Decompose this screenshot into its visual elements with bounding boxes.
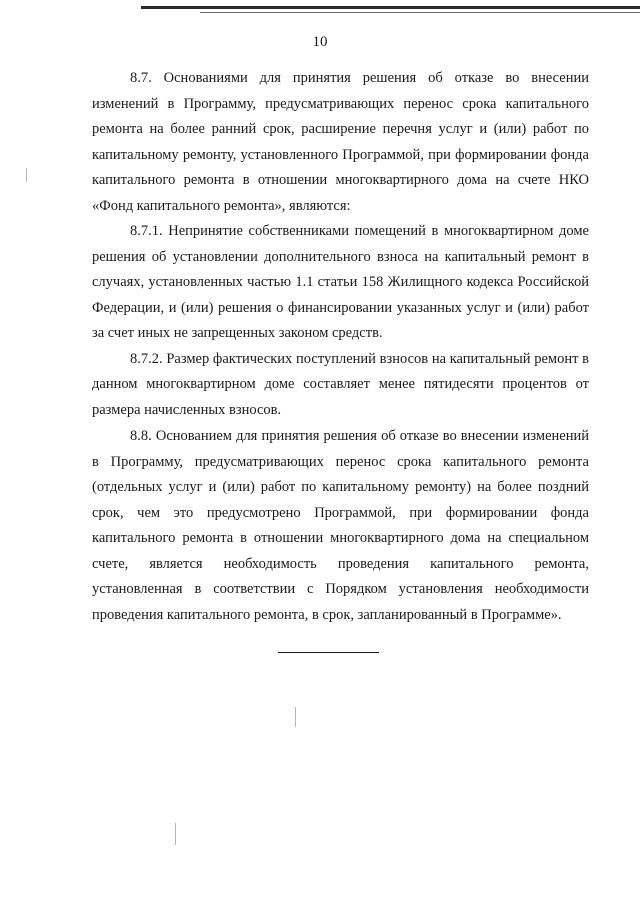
document-body [92,66,589,628]
scan-speck [175,823,176,845]
end-of-text-rule [278,652,379,653]
scan-speck [26,168,27,182]
paragraph-8-8: 8.8. Основанием для принятия решения об отказе во внесении изменений в Программу, предусматривающих перенос срока капитального ремонта (отдельных услуг и (или) работ по капитальному ремонту) на более поздний срок, чем это предусмотрено Программой, при формировании фонда капитального ремонта в отношении многоквартирного дома на специальном счете, является необходимость проведения капитального ремонта, установленная в соответствии с Порядком установления необходимости проведения капитального ремонта, в срок, запланированный в Программе». [92,428,589,623]
page-number: 10 [312,34,328,50]
paragraph-8-7: 8.7. Основаниями для принятия решения об отказе во внесении изменений в Программу, предусматривающих перенос срока капитального ремонта на более ранний срок, расширение перечня услуг и (или) работ по капитальному ремонту, установленного Программой, при формировании фонда капитального ремонта в отношении многоквартирного дома на счете НКО «Фонд капитального ремонта», являются: [92,70,589,214]
top-border-line [141,6,640,9]
top-border-shadow-line [200,12,640,13]
paragraph-8-7-1: 8.7.1. Непринятие собственниками помещений в многоквартирном доме решения об установлении дополнительного взноса на капитальный ремонт в случаях, установленных частью 1.1 статьи 158 Жилищного кодекса Российской Федерации, и (или) решения о финансировании указанных услуг и (или) работ за счет иных не запрещенных законом средств. [92,223,589,341]
paragraph-8-7-2: 8.7.2. Размер фактических поступлений взносов на капитальный ремонт в данном многоквартирном доме составляет менее пятидесяти процентов от размера начисленных взносов. [92,350,589,418]
scan-speck [295,707,296,727]
